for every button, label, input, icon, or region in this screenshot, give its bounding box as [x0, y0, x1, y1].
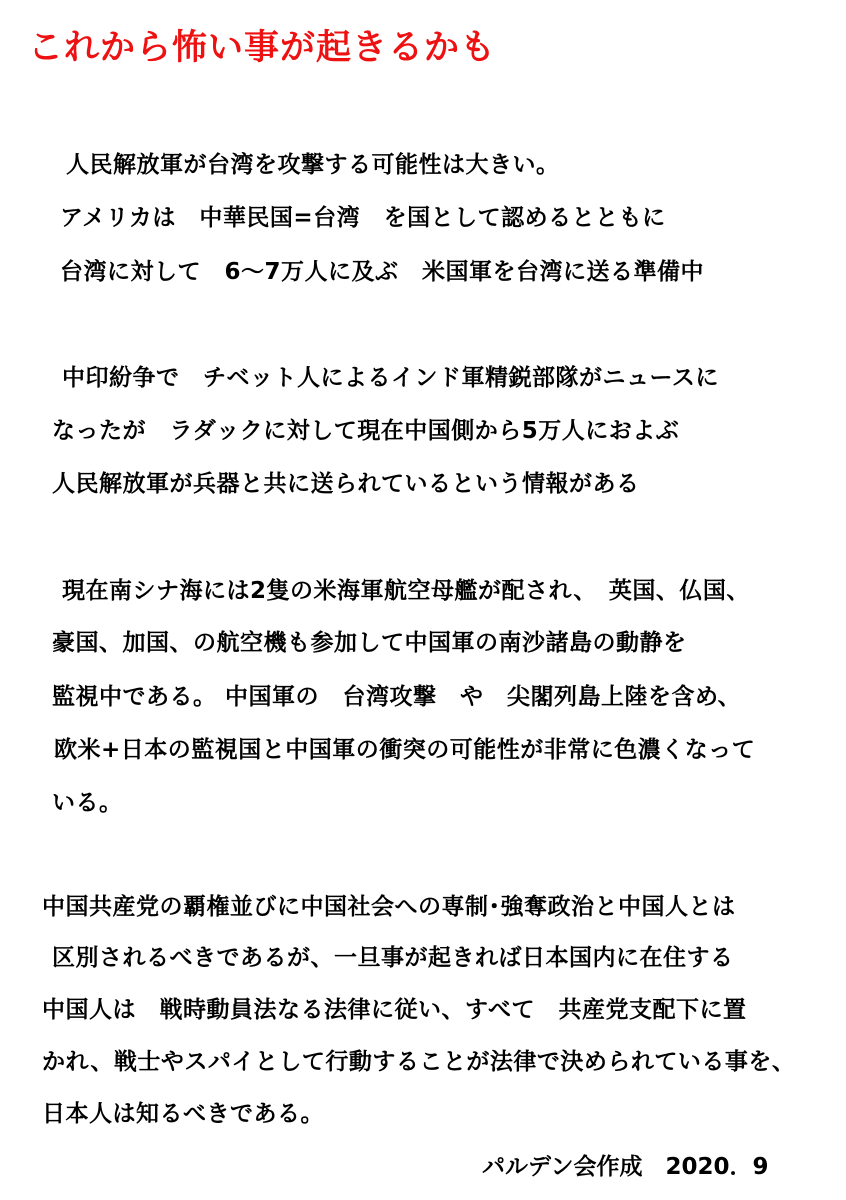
paragraph-2-line-3: 人民解放軍が兵器と共に送られているという情報がある: [52, 471, 640, 497]
paragraph-4-line-5: 日本人は知るべきである。: [42, 1101, 324, 1127]
paragraph-1-line-3: 台湾に対して 6～7万人に及ぶ 米国軍を台湾に送る準備中: [60, 259, 705, 285]
paragraph-3-line-5: いる。: [52, 790, 123, 816]
document-footer: パルデン会作成 2020．9: [482, 1154, 769, 1180]
paragraph-1-line-1: 人民解放軍が台湾を攻撃する可能性は大きい。: [66, 152, 560, 178]
paragraph-1-line-2: アメリカは 中華民国=台湾 を国として認めるとともに: [60, 205, 666, 231]
paragraph-4-line-4: かれ、戦士やスパイとして行動することが法律で決められている事を、: [42, 1049, 796, 1075]
paragraph-4-line-1: 中国共産党の覇権並びに中国社会への専制･強奪政治と中国人とは: [42, 894, 736, 920]
paragraph-4-line-3: 中国人は 戦時動員法なる法律に従い、すべて 共産党支配下に置: [42, 997, 747, 1023]
paragraph-4-line-2: 区別されるべきであるが、一旦事が起きれば日本国内に在住する: [52, 945, 734, 971]
paragraph-3-line-4: 欧米+日本の監視国と中国軍の衝突の可能性が非常に色濃くなって: [54, 737, 756, 763]
paragraph-2-line-2: なったが ラダックに対して現在中国側から5万人におよぶ: [52, 418, 680, 444]
paragraph-3-line-1: 現在南シナ海には2隻の米海軍航空母艦が配され、 英国、仏国、: [62, 578, 750, 604]
document-title: これから怖い事が起きるかも: [28, 28, 497, 68]
paragraph-2-line-1: 中印紛争で チベット人によるインド軍精鋭部隊がニュースに: [62, 365, 719, 391]
paragraph-3-line-2: 豪国、加国、の航空機も参加して中国軍の南沙諸島の動静を: [52, 630, 687, 656]
paragraph-3-line-3: 監視中である。 中国軍の 台湾攻撃 や 尖閣列島上陸を含め、: [52, 684, 742, 710]
